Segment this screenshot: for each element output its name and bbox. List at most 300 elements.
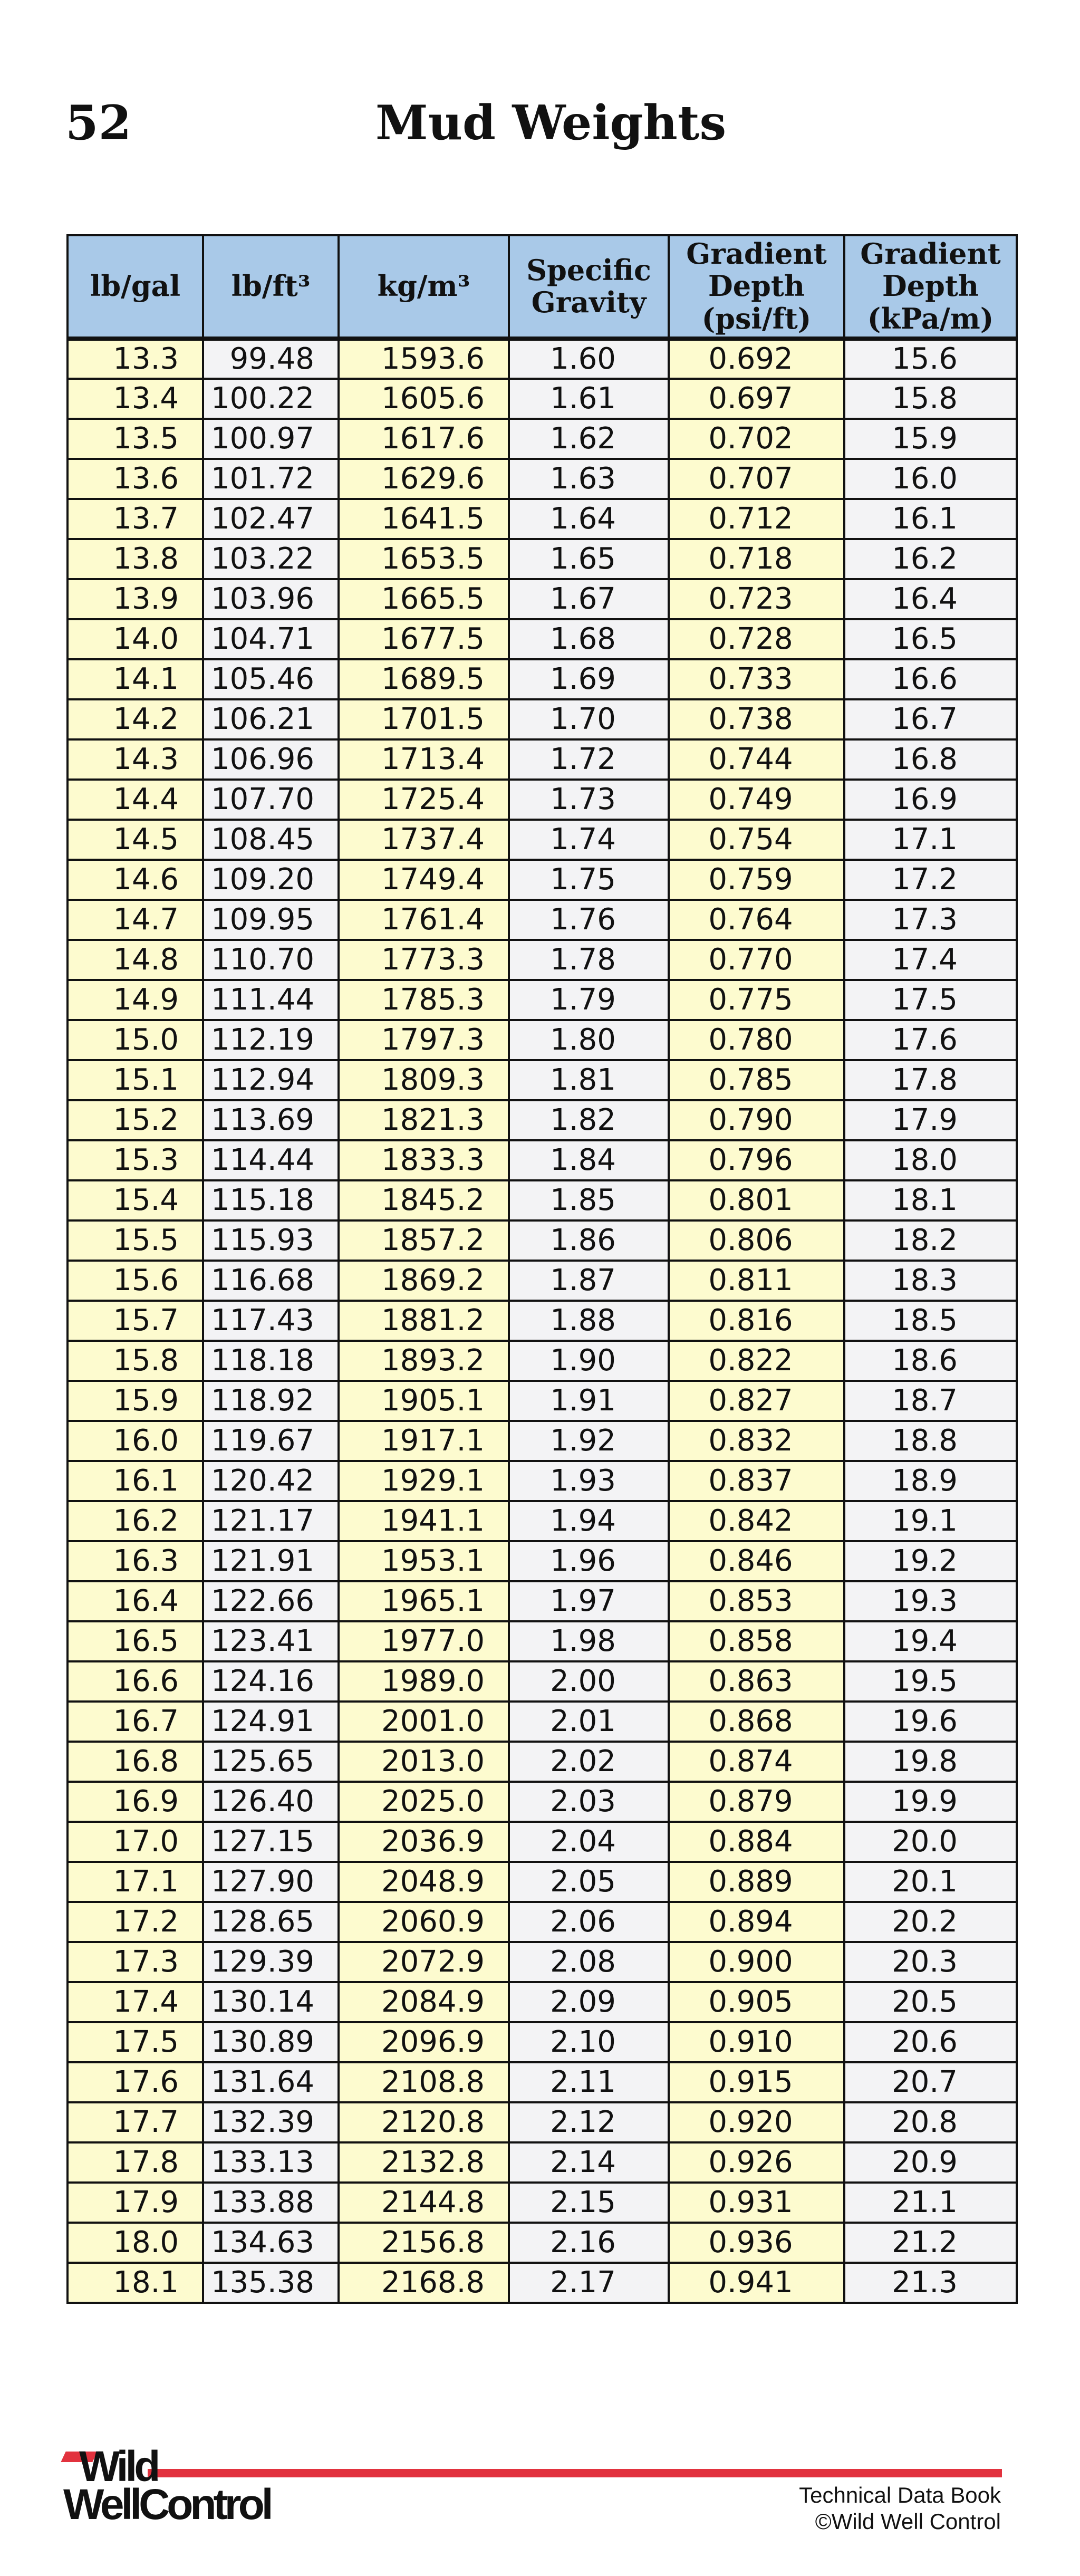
cell-lb-ft3: 119.67	[203, 1421, 339, 1461]
cell-gradient-kpa-m: 17.2	[844, 860, 1017, 900]
cell-gradient-psi-ft: 0.842	[669, 1501, 844, 1541]
cell-specific-gravity: 1.62	[509, 419, 669, 459]
table-row	[68, 2263, 1017, 2303]
cell-gradient-psi-ft: 0.707	[669, 459, 844, 499]
cell-gradient-psi-ft: 0.863	[669, 1661, 844, 1702]
cell-gradient-kpa-m: 16.0	[844, 459, 1017, 499]
cell-gradient-kpa-m: 19.1	[844, 1501, 1017, 1541]
cell-specific-gravity: 1.81	[509, 1060, 669, 1100]
cell-specific-gravity: 2.02	[509, 1742, 669, 1782]
cell-kg-m3: 1629.6	[339, 459, 509, 499]
table-row	[68, 339, 1017, 379]
cell-lb-ft3: 115.93	[203, 1220, 339, 1261]
footer-copyright: ©Wild Well Control	[815, 2509, 1001, 2534]
cell-gradient-psi-ft: 0.806	[669, 1220, 844, 1261]
cell-lb-gal: 13.3	[68, 339, 203, 379]
cell-specific-gravity: 2.16	[509, 2223, 669, 2263]
cell-kg-m3: 1725.4	[339, 780, 509, 820]
cell-lb-gal: 16.8	[68, 1742, 203, 1782]
cell-specific-gravity: 1.88	[509, 1301, 669, 1341]
cell-gradient-kpa-m: 19.2	[844, 1541, 1017, 1581]
table-row	[68, 1381, 1017, 1421]
table-row	[68, 579, 1017, 619]
table-row	[68, 1902, 1017, 1942]
cell-kg-m3: 1857.2	[339, 1220, 509, 1261]
table-row	[68, 1822, 1017, 1862]
cell-kg-m3: 1941.1	[339, 1501, 509, 1541]
cell-lb-gal: 17.2	[68, 1902, 203, 1942]
table-row	[68, 2022, 1017, 2062]
cell-kg-m3: 1893.2	[339, 1341, 509, 1381]
cell-gradient-psi-ft: 0.790	[669, 1100, 844, 1140]
cell-specific-gravity: 1.74	[509, 820, 669, 860]
cell-kg-m3: 1881.2	[339, 1301, 509, 1341]
cell-lb-ft3: 122.66	[203, 1581, 339, 1621]
cell-gradient-kpa-m: 18.2	[844, 1220, 1017, 1261]
cell-specific-gravity: 1.85	[509, 1180, 669, 1220]
cell-gradient-psi-ft: 0.764	[669, 900, 844, 940]
cell-lb-gal: 15.7	[68, 1301, 203, 1341]
cell-specific-gravity: 1.61	[509, 379, 669, 419]
cell-kg-m3: 1737.4	[339, 820, 509, 860]
header-lb-ft3: lb/ft³	[203, 235, 339, 339]
cell-specific-gravity: 2.00	[509, 1661, 669, 1702]
cell-specific-gravity: 2.09	[509, 1982, 669, 2022]
table-row	[68, 780, 1017, 820]
table-row	[68, 1020, 1017, 1060]
cell-specific-gravity: 1.73	[509, 780, 669, 820]
cell-specific-gravity: 1.91	[509, 1381, 669, 1421]
cell-lb-gal: 17.6	[68, 2062, 203, 2102]
cell-gradient-psi-ft: 0.926	[669, 2142, 844, 2183]
cell-kg-m3: 2025.0	[339, 1782, 509, 1822]
cell-gradient-kpa-m: 20.1	[844, 1862, 1017, 1902]
cell-gradient-psi-ft: 0.759	[669, 860, 844, 900]
cell-gradient-psi-ft: 0.733	[669, 659, 844, 699]
table-row	[68, 2223, 1017, 2263]
table-row	[68, 1060, 1017, 1100]
cell-specific-gravity: 1.67	[509, 579, 669, 619]
cell-lb-ft3: 102.47	[203, 499, 339, 539]
cell-gradient-psi-ft: 0.702	[669, 419, 844, 459]
table-row	[68, 2062, 1017, 2102]
cell-lb-ft3: 128.65	[203, 1902, 339, 1942]
cell-gradient-psi-ft: 0.920	[669, 2102, 844, 2142]
cell-kg-m3: 1869.2	[339, 1261, 509, 1301]
cell-gradient-psi-ft: 0.775	[669, 980, 844, 1020]
cell-gradient-kpa-m: 16.9	[844, 780, 1017, 820]
cell-lb-gal: 14.9	[68, 980, 203, 1020]
table-row	[68, 1541, 1017, 1581]
cell-specific-gravity: 1.93	[509, 1461, 669, 1501]
cell-lb-ft3: 106.21	[203, 699, 339, 739]
cell-lb-gal: 17.0	[68, 1822, 203, 1862]
cell-gradient-kpa-m: 21.2	[844, 2223, 1017, 2263]
cell-gradient-kpa-m: 16.2	[844, 539, 1017, 579]
cell-lb-gal: 14.2	[68, 699, 203, 739]
cell-specific-gravity: 1.72	[509, 739, 669, 780]
cell-lb-gal: 13.7	[68, 499, 203, 539]
table-row	[68, 1742, 1017, 1782]
cell-lb-ft3: 120.42	[203, 1461, 339, 1501]
cell-kg-m3: 2013.0	[339, 1742, 509, 1782]
cell-kg-m3: 1773.3	[339, 940, 509, 980]
cell-lb-ft3: 112.94	[203, 1060, 339, 1100]
cell-gradient-psi-ft: 0.712	[669, 499, 844, 539]
cell-lb-ft3: 111.44	[203, 980, 339, 1020]
table-row	[68, 1421, 1017, 1461]
cell-kg-m3: 1653.5	[339, 539, 509, 579]
cell-specific-gravity: 1.97	[509, 1581, 669, 1621]
cell-lb-ft3: 101.72	[203, 459, 339, 499]
cell-specific-gravity: 1.82	[509, 1100, 669, 1140]
table-row	[68, 1501, 1017, 1541]
cell-specific-gravity: 1.75	[509, 860, 669, 900]
cell-specific-gravity: 2.12	[509, 2102, 669, 2142]
cell-lb-gal: 16.1	[68, 1461, 203, 1501]
cell-lb-ft3: 125.65	[203, 1742, 339, 1782]
table-row	[68, 1942, 1017, 1982]
footer-credits	[799, 2482, 1001, 2535]
header-specific-gravity: Specific Gravity	[509, 235, 669, 339]
cell-gradient-kpa-m: 18.9	[844, 1461, 1017, 1501]
cell-gradient-psi-ft: 0.744	[669, 739, 844, 780]
cell-gradient-kpa-m: 15.6	[844, 339, 1017, 379]
cell-lb-ft3: 110.70	[203, 940, 339, 980]
cell-specific-gravity: 2.17	[509, 2263, 669, 2303]
cell-lb-ft3: 132.39	[203, 2102, 339, 2142]
cell-gradient-kpa-m: 17.4	[844, 940, 1017, 980]
cell-gradient-kpa-m: 19.8	[844, 1742, 1017, 1782]
cell-gradient-kpa-m: 18.7	[844, 1381, 1017, 1421]
cell-specific-gravity: 1.76	[509, 900, 669, 940]
cell-specific-gravity: 1.94	[509, 1501, 669, 1541]
cell-kg-m3: 2096.9	[339, 2022, 509, 2062]
cell-specific-gravity: 2.05	[509, 1862, 669, 1902]
cell-lb-gal: 18.1	[68, 2263, 203, 2303]
cell-gradient-psi-ft: 0.931	[669, 2183, 844, 2223]
table-row	[68, 1100, 1017, 1140]
cell-gradient-kpa-m: 15.9	[844, 419, 1017, 459]
table-row	[68, 1261, 1017, 1301]
cell-lb-gal: 17.8	[68, 2142, 203, 2183]
cell-gradient-kpa-m: 18.1	[844, 1180, 1017, 1220]
footer-book-title: Technical Data Book	[799, 2483, 1001, 2507]
table-row	[68, 739, 1017, 780]
table-body	[68, 339, 1017, 2303]
cell-lb-ft3: 133.13	[203, 2142, 339, 2183]
cell-specific-gravity: 1.64	[509, 499, 669, 539]
cell-gradient-psi-ft: 0.780	[669, 1020, 844, 1060]
cell-gradient-psi-ft: 0.754	[669, 820, 844, 860]
cell-kg-m3: 1761.4	[339, 900, 509, 940]
cell-gradient-kpa-m: 20.5	[844, 1982, 1017, 2022]
cell-lb-gal: 15.1	[68, 1060, 203, 1100]
cell-lb-gal: 17.5	[68, 2022, 203, 2062]
cell-lb-gal: 14.4	[68, 780, 203, 820]
cell-kg-m3: 1845.2	[339, 1180, 509, 1220]
cell-gradient-psi-ft: 0.874	[669, 1742, 844, 1782]
cell-specific-gravity: 1.98	[509, 1621, 669, 1661]
cell-lb-ft3: 130.14	[203, 1982, 339, 2022]
cell-lb-ft3: 114.44	[203, 1140, 339, 1180]
cell-lb-gal: 14.5	[68, 820, 203, 860]
cell-lb-ft3: 117.43	[203, 1301, 339, 1341]
cell-lb-ft3: 115.18	[203, 1180, 339, 1220]
cell-gradient-kpa-m: 16.5	[844, 619, 1017, 659]
cell-gradient-psi-ft: 0.884	[669, 1822, 844, 1862]
cell-lb-ft3: 121.17	[203, 1501, 339, 1541]
cell-lb-gal: 15.3	[68, 1140, 203, 1180]
cell-kg-m3: 2072.9	[339, 1942, 509, 1982]
cell-lb-gal: 13.5	[68, 419, 203, 459]
cell-specific-gravity: 2.11	[509, 2062, 669, 2102]
cell-kg-m3: 1953.1	[339, 1541, 509, 1581]
page-number: 52	[65, 95, 132, 151]
table-row	[68, 1220, 1017, 1261]
cell-kg-m3: 2120.8	[339, 2102, 509, 2142]
cell-gradient-kpa-m: 17.9	[844, 1100, 1017, 1140]
cell-gradient-kpa-m: 18.0	[844, 1140, 1017, 1180]
cell-lb-gal: 14.1	[68, 659, 203, 699]
cell-lb-ft3: 105.46	[203, 659, 339, 699]
cell-lb-gal: 15.8	[68, 1341, 203, 1381]
cell-lb-gal: 15.4	[68, 1180, 203, 1220]
table-row	[68, 1621, 1017, 1661]
cell-kg-m3: 2168.8	[339, 2263, 509, 2303]
cell-lb-gal: 16.4	[68, 1581, 203, 1621]
cell-kg-m3: 1605.6	[339, 379, 509, 419]
cell-specific-gravity: 2.14	[509, 2142, 669, 2183]
cell-kg-m3: 1785.3	[339, 980, 509, 1020]
cell-gradient-kpa-m: 18.6	[844, 1341, 1017, 1381]
cell-lb-gal: 17.7	[68, 2102, 203, 2142]
cell-gradient-kpa-m: 20.6	[844, 2022, 1017, 2062]
header-lb-gal: lb/gal	[68, 235, 203, 339]
table-row	[68, 699, 1017, 739]
table-row	[68, 379, 1017, 419]
cell-lb-ft3: 103.22	[203, 539, 339, 579]
cell-lb-ft3: 113.69	[203, 1100, 339, 1140]
cell-lb-ft3: 129.39	[203, 1942, 339, 1982]
cell-gradient-psi-ft: 0.910	[669, 2022, 844, 2062]
cell-lb-ft3: 108.45	[203, 820, 339, 860]
cell-lb-gal: 17.3	[68, 1942, 203, 1982]
cell-specific-gravity: 1.69	[509, 659, 669, 699]
wild-well-control-logo	[63, 2445, 274, 2530]
table-row	[68, 940, 1017, 980]
table-row	[68, 419, 1017, 459]
cell-lb-ft3: 131.64	[203, 2062, 339, 2102]
cell-kg-m3: 2048.9	[339, 1862, 509, 1902]
cell-specific-gravity: 2.08	[509, 1942, 669, 1982]
cell-gradient-psi-ft: 0.827	[669, 1381, 844, 1421]
cell-specific-gravity: 1.86	[509, 1220, 669, 1261]
cell-lb-gal: 16.2	[68, 1501, 203, 1541]
cell-lb-ft3: 123.41	[203, 1621, 339, 1661]
cell-kg-m3: 2036.9	[339, 1822, 509, 1862]
logo-text-line2: WellControl	[63, 2481, 271, 2529]
table-row	[68, 499, 1017, 539]
cell-lb-gal: 17.1	[68, 1862, 203, 1902]
table-row	[68, 1180, 1017, 1220]
cell-lb-gal: 18.0	[68, 2223, 203, 2263]
cell-lb-ft3: 118.18	[203, 1341, 339, 1381]
cell-lb-gal: 16.3	[68, 1541, 203, 1581]
table-row	[68, 1661, 1017, 1702]
header-gradient-kpa-m: Gradient Depth (kPa/m)	[844, 235, 1017, 339]
cell-gradient-kpa-m: 17.8	[844, 1060, 1017, 1100]
cell-lb-gal: 16.9	[68, 1782, 203, 1822]
cell-gradient-kpa-m: 19.3	[844, 1581, 1017, 1621]
cell-kg-m3: 1905.1	[339, 1381, 509, 1421]
cell-lb-ft3: 118.92	[203, 1381, 339, 1421]
cell-kg-m3: 1821.3	[339, 1100, 509, 1140]
cell-kg-m3: 1677.5	[339, 619, 509, 659]
cell-specific-gravity: 1.65	[509, 539, 669, 579]
footer-divider	[148, 2469, 1002, 2477]
cell-lb-ft3: 127.90	[203, 1862, 339, 1902]
cell-lb-gal: 13.4	[68, 379, 203, 419]
table-row	[68, 659, 1017, 699]
cell-lb-gal: 13.6	[68, 459, 203, 499]
table-row	[68, 900, 1017, 940]
table-header-row	[68, 235, 1017, 339]
table-row	[68, 539, 1017, 579]
table-row	[68, 1982, 1017, 2022]
cell-lb-ft3: 107.70	[203, 780, 339, 820]
cell-kg-m3: 1965.1	[339, 1581, 509, 1621]
cell-lb-gal: 16.5	[68, 1621, 203, 1661]
cell-kg-m3: 2060.9	[339, 1902, 509, 1942]
cell-kg-m3: 1929.1	[339, 1461, 509, 1501]
cell-lb-ft3: 106.96	[203, 739, 339, 780]
cell-gradient-kpa-m: 17.3	[844, 900, 1017, 940]
cell-gradient-kpa-m: 16.6	[844, 659, 1017, 699]
cell-gradient-psi-ft: 0.853	[669, 1581, 844, 1621]
cell-lb-ft3: 135.38	[203, 2263, 339, 2303]
table-row	[68, 2142, 1017, 2183]
cell-gradient-kpa-m: 19.6	[844, 1702, 1017, 1742]
page-title: Mud Weights	[375, 95, 727, 151]
cell-kg-m3: 1593.6	[339, 339, 509, 379]
cell-lb-gal: 16.6	[68, 1661, 203, 1702]
cell-lb-ft3: 104.71	[203, 619, 339, 659]
cell-gradient-kpa-m: 18.3	[844, 1261, 1017, 1301]
cell-specific-gravity: 1.70	[509, 699, 669, 739]
table-row	[68, 980, 1017, 1020]
cell-lb-ft3: 134.63	[203, 2223, 339, 2263]
logo-text-line1: Wild	[79, 2443, 158, 2491]
cell-specific-gravity: 1.80	[509, 1020, 669, 1060]
cell-lb-ft3: 121.91	[203, 1541, 339, 1581]
cell-gradient-psi-ft: 0.728	[669, 619, 844, 659]
cell-specific-gravity: 1.90	[509, 1341, 669, 1381]
cell-gradient-psi-ft: 0.811	[669, 1261, 844, 1301]
cell-lb-ft3: 100.22	[203, 379, 339, 419]
table-row	[68, 860, 1017, 900]
cell-gradient-kpa-m: 16.8	[844, 739, 1017, 780]
cell-specific-gravity: 2.04	[509, 1822, 669, 1862]
cell-kg-m3: 2144.8	[339, 2183, 509, 2223]
cell-gradient-kpa-m: 19.5	[844, 1661, 1017, 1702]
cell-lb-gal: 16.7	[68, 1702, 203, 1742]
cell-kg-m3: 1701.5	[339, 699, 509, 739]
cell-gradient-kpa-m: 17.6	[844, 1020, 1017, 1060]
table-row	[68, 1461, 1017, 1501]
cell-gradient-kpa-m: 21.3	[844, 2263, 1017, 2303]
cell-gradient-kpa-m: 19.9	[844, 1782, 1017, 1822]
cell-lb-ft3: 124.16	[203, 1661, 339, 1702]
table-row	[68, 820, 1017, 860]
cell-lb-ft3: 130.89	[203, 2022, 339, 2062]
cell-lb-gal: 15.5	[68, 1220, 203, 1261]
cell-specific-gravity: 1.96	[509, 1541, 669, 1581]
cell-kg-m3: 1641.5	[339, 499, 509, 539]
cell-gradient-psi-ft: 0.697	[669, 379, 844, 419]
cell-gradient-psi-ft: 0.796	[669, 1140, 844, 1180]
cell-gradient-kpa-m: 20.8	[844, 2102, 1017, 2142]
cell-gradient-psi-ft: 0.723	[669, 579, 844, 619]
cell-lb-gal: 17.4	[68, 1982, 203, 2022]
cell-gradient-psi-ft: 0.738	[669, 699, 844, 739]
cell-kg-m3: 1989.0	[339, 1661, 509, 1702]
cell-gradient-psi-ft: 0.832	[669, 1421, 844, 1461]
cell-lb-ft3: 109.20	[203, 860, 339, 900]
cell-gradient-psi-ft: 0.941	[669, 2263, 844, 2303]
header-kg-m3: kg/m³	[339, 235, 509, 339]
cell-kg-m3: 1713.4	[339, 739, 509, 780]
cell-gradient-psi-ft: 0.868	[669, 1702, 844, 1742]
cell-specific-gravity: 1.78	[509, 940, 669, 980]
cell-gradient-psi-ft: 0.718	[669, 539, 844, 579]
cell-kg-m3: 1689.5	[339, 659, 509, 699]
cell-gradient-psi-ft: 0.905	[669, 1982, 844, 2022]
header-gradient-psi-ft: Gradient Depth (psi/ft)	[669, 235, 844, 339]
cell-gradient-kpa-m: 18.5	[844, 1301, 1017, 1341]
cell-gradient-kpa-m: 21.1	[844, 2183, 1017, 2223]
cell-kg-m3: 1833.3	[339, 1140, 509, 1180]
cell-kg-m3: 2108.8	[339, 2062, 509, 2102]
cell-specific-gravity: 1.87	[509, 1261, 669, 1301]
cell-lb-gal: 15.6	[68, 1261, 203, 1301]
table-row	[68, 1702, 1017, 1742]
table-row	[68, 1581, 1017, 1621]
cell-lb-gal: 13.9	[68, 579, 203, 619]
cell-gradient-psi-ft: 0.889	[669, 1862, 844, 1902]
cell-lb-gal: 14.7	[68, 900, 203, 940]
cell-lb-ft3: 103.96	[203, 579, 339, 619]
table-row	[68, 2102, 1017, 2142]
cell-lb-ft3: 127.15	[203, 1822, 339, 1862]
cell-kg-m3: 2001.0	[339, 1702, 509, 1742]
table-row	[68, 619, 1017, 659]
cell-gradient-psi-ft: 0.894	[669, 1902, 844, 1942]
cell-kg-m3: 1809.3	[339, 1060, 509, 1100]
cell-specific-gravity: 2.06	[509, 1902, 669, 1942]
table-row	[68, 2183, 1017, 2223]
cell-lb-gal: 15.0	[68, 1020, 203, 1060]
cell-lb-ft3: 116.68	[203, 1261, 339, 1301]
cell-gradient-psi-ft: 0.858	[669, 1621, 844, 1661]
cell-gradient-kpa-m: 19.4	[844, 1621, 1017, 1661]
cell-lb-gal: 14.6	[68, 860, 203, 900]
cell-gradient-kpa-m: 17.1	[844, 820, 1017, 860]
cell-lb-gal: 16.0	[68, 1421, 203, 1461]
table-row	[68, 1341, 1017, 1381]
cell-specific-gravity: 2.03	[509, 1782, 669, 1822]
cell-kg-m3: 1917.1	[339, 1421, 509, 1461]
